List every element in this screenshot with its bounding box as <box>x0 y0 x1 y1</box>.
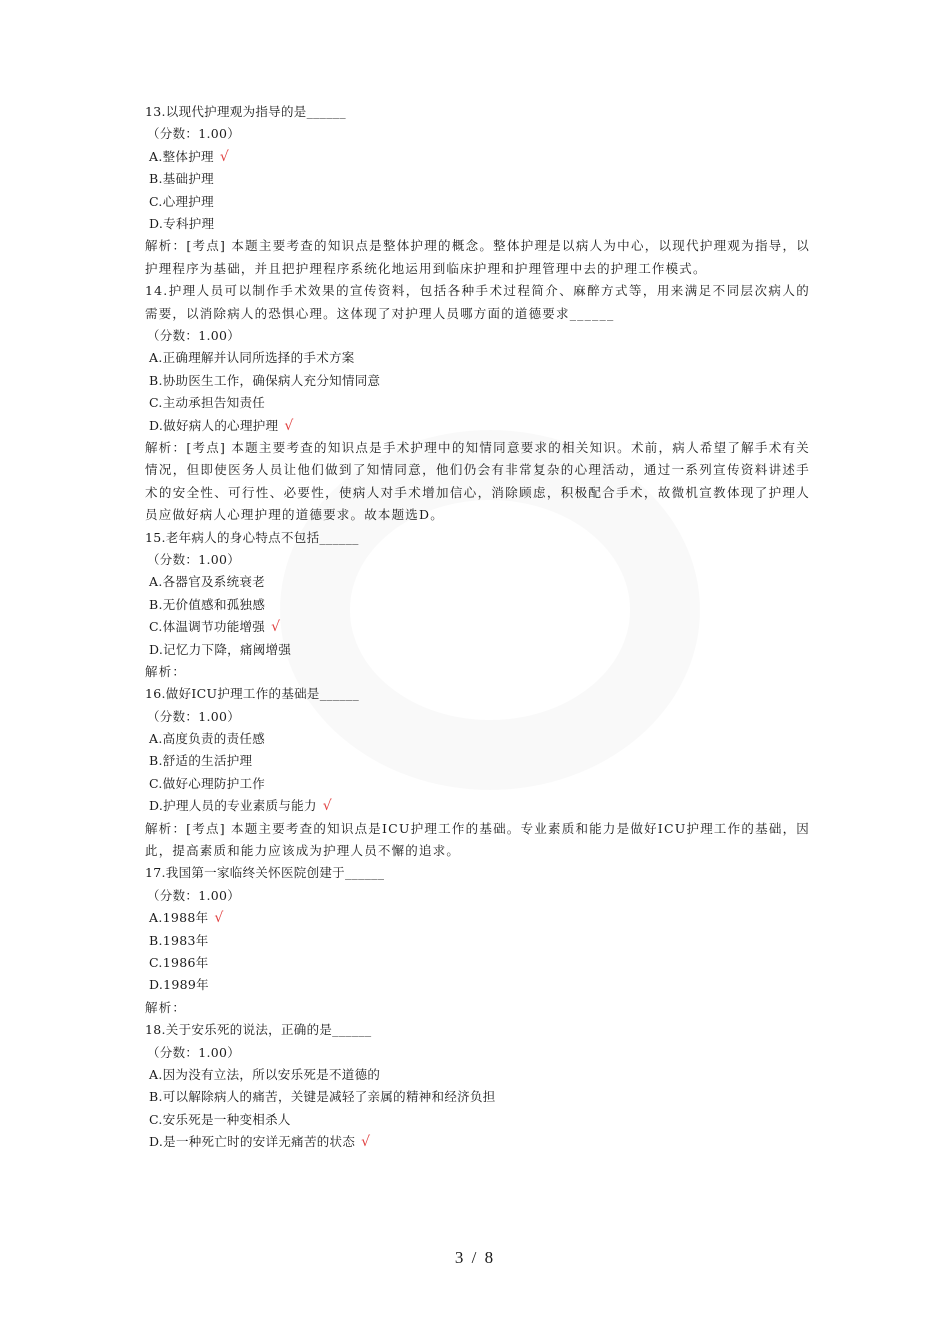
answer-option-text: A.因为没有立法，所以安乐死是不道德的 <box>149 1066 381 1082</box>
answer-option-text: B.无价值感和孤独感 <box>149 596 266 612</box>
answer-option <box>145 952 810 974</box>
answer-option <box>145 1086 810 1108</box>
question-score: （分数：1.00） <box>147 551 241 567</box>
answer-option-text: D.是一种死亡时的安详无痛苦的状态 <box>149 1134 356 1150</box>
question-analysis: 解析：[考点] 本题主要考查的知识点是整体护理的概念。整体护理是以病人为中心，以现代护理观为指导，以护理程序为基础，并且把护理程序系统化地运用到临床护理和护理管理中去的护理工作模式。 <box>145 238 810 276</box>
answer-option-text: B.可以解除病人的痛苦，关键是减轻了亲属的精神和经济负担 <box>149 1089 496 1105</box>
answer-option <box>145 728 810 750</box>
answer-option <box>145 750 810 772</box>
answer-option-text: C.做好心理防护工作 <box>149 775 266 791</box>
question-title: 18.关于安乐死的说法，正确的是______ <box>145 1022 372 1038</box>
correct-check-icon: √ <box>322 798 332 815</box>
correct-check-icon: √ <box>361 1134 371 1151</box>
answer-option <box>145 191 810 213</box>
answer-option <box>145 213 810 235</box>
question-score: （分数：1.00） <box>147 1044 241 1060</box>
answer-option-text: A.正确理解并认同所选择的手术方案 <box>149 350 355 366</box>
question-score: （分数：1.00） <box>147 887 241 903</box>
correct-check-icon: √ <box>271 619 281 636</box>
correct-check-icon: √ <box>219 148 230 165</box>
answer-option-text: C.心理护理 <box>149 193 214 209</box>
correct-check-icon: √ <box>284 417 294 434</box>
answer-option-text: A.各器官及系统衰老 <box>149 574 266 590</box>
page-number: 3 / 8 <box>454 1248 496 1267</box>
answer-option <box>145 415 810 437</box>
question-block <box>145 862 810 1019</box>
answer-option-text: A.1988年 <box>149 910 209 926</box>
answer-option <box>145 930 810 952</box>
question-score: （分数：1.00） <box>147 126 241 142</box>
answer-option-text: D.护理人员的专业素质与能力 <box>149 798 317 814</box>
answer-option-text: D.做好病人的心理护理 <box>149 417 279 433</box>
answer-option <box>145 146 810 168</box>
answer-option <box>145 168 810 190</box>
answer-option <box>145 773 810 795</box>
answer-option <box>145 392 810 414</box>
question-analysis: 解析：[考点] 本题主要考查的知识点是手术护理中的知情同意要求的相关知识。术前，病人希望了解手术有关情况，但即使医务人员让他们做到了知情同意，他们仍会有非常复杂的心理活动，通过一系列宣传资料讲述手术的安全性、可行性、必要性，使病人对手术增加信心，消除顾虑，积极配合手术，故微机宣教体现了护理人员应做好病人心理护理的道德要求。故本题选D。 <box>145 439 810 523</box>
correct-check-icon: √ <box>214 910 224 927</box>
question-title: 16.做好ICU护理工作的基础是______ <box>145 686 360 702</box>
question-title: 14.护理人员可以制作手术效果的宣传资料，包括各种手术过程简介、麻醉方式等，用来满足不同层次病人的需要，以消除病人的恐惧心理。这体现了对护理人员哪方面的道德要求______ <box>145 283 810 321</box>
answer-option <box>145 974 810 996</box>
answer-option-text: A.高度负责的责任感 <box>149 731 266 747</box>
answer-option-text: C.1986年 <box>149 955 209 971</box>
question-title: 13.以现代护理观为指导的是______ <box>145 104 346 119</box>
question-score: （分数：1.00） <box>147 708 241 724</box>
question-block <box>145 1019 810 1153</box>
answer-option <box>145 571 810 593</box>
answer-option <box>145 795 810 817</box>
question-list <box>145 101 810 1154</box>
question-score: （分数：1.00） <box>147 327 241 343</box>
answer-option <box>145 594 810 616</box>
answer-option-text: B.协助医生工作，确保病人充分知情同意 <box>149 372 381 388</box>
answer-option <box>145 1109 810 1131</box>
answer-option-text: C.体温调节功能增强 <box>149 619 266 635</box>
question-block <box>145 527 810 684</box>
answer-option-text: C.安乐死是一种变相杀人 <box>149 1111 291 1127</box>
question-title: 15.老年病人的身心特点不包括______ <box>145 529 359 545</box>
answer-option-text: B.1983年 <box>149 932 209 948</box>
answer-option <box>145 1131 810 1153</box>
question-block <box>145 280 810 526</box>
answer-option-text: C.主动承担告知责任 <box>149 395 266 411</box>
question-block <box>145 101 810 280</box>
question-title: 17.我国第一家临终关怀医院创建于______ <box>145 865 385 881</box>
answer-option-text: D.专科护理 <box>149 215 215 231</box>
answer-option <box>145 370 810 392</box>
answer-option <box>145 616 810 638</box>
answer-option <box>145 907 810 929</box>
answer-option <box>145 347 810 369</box>
question-analysis: 解析： <box>145 999 187 1015</box>
answer-option <box>145 1064 810 1086</box>
question-analysis: 解析：[考点] 本题主要考查的知识点是ICU护理工作的基础。专业素质和能力是做好ICU护理工作的基础，因此，提高素质和能力应该成为护理人员不懈的追求。 <box>145 820 810 859</box>
question-analysis: 解析： <box>145 663 187 679</box>
question-block <box>145 683 810 862</box>
answer-option-text: B.舒适的生活护理 <box>149 753 253 769</box>
answer-option <box>145 639 810 661</box>
answer-option-text: B.基础护理 <box>149 171 214 187</box>
answer-option-text: D.1989年 <box>149 977 209 993</box>
answer-option-text: D.记忆力下降，痛阈增强 <box>149 641 292 657</box>
answer-option-text: A.整体护理 <box>149 148 214 164</box>
